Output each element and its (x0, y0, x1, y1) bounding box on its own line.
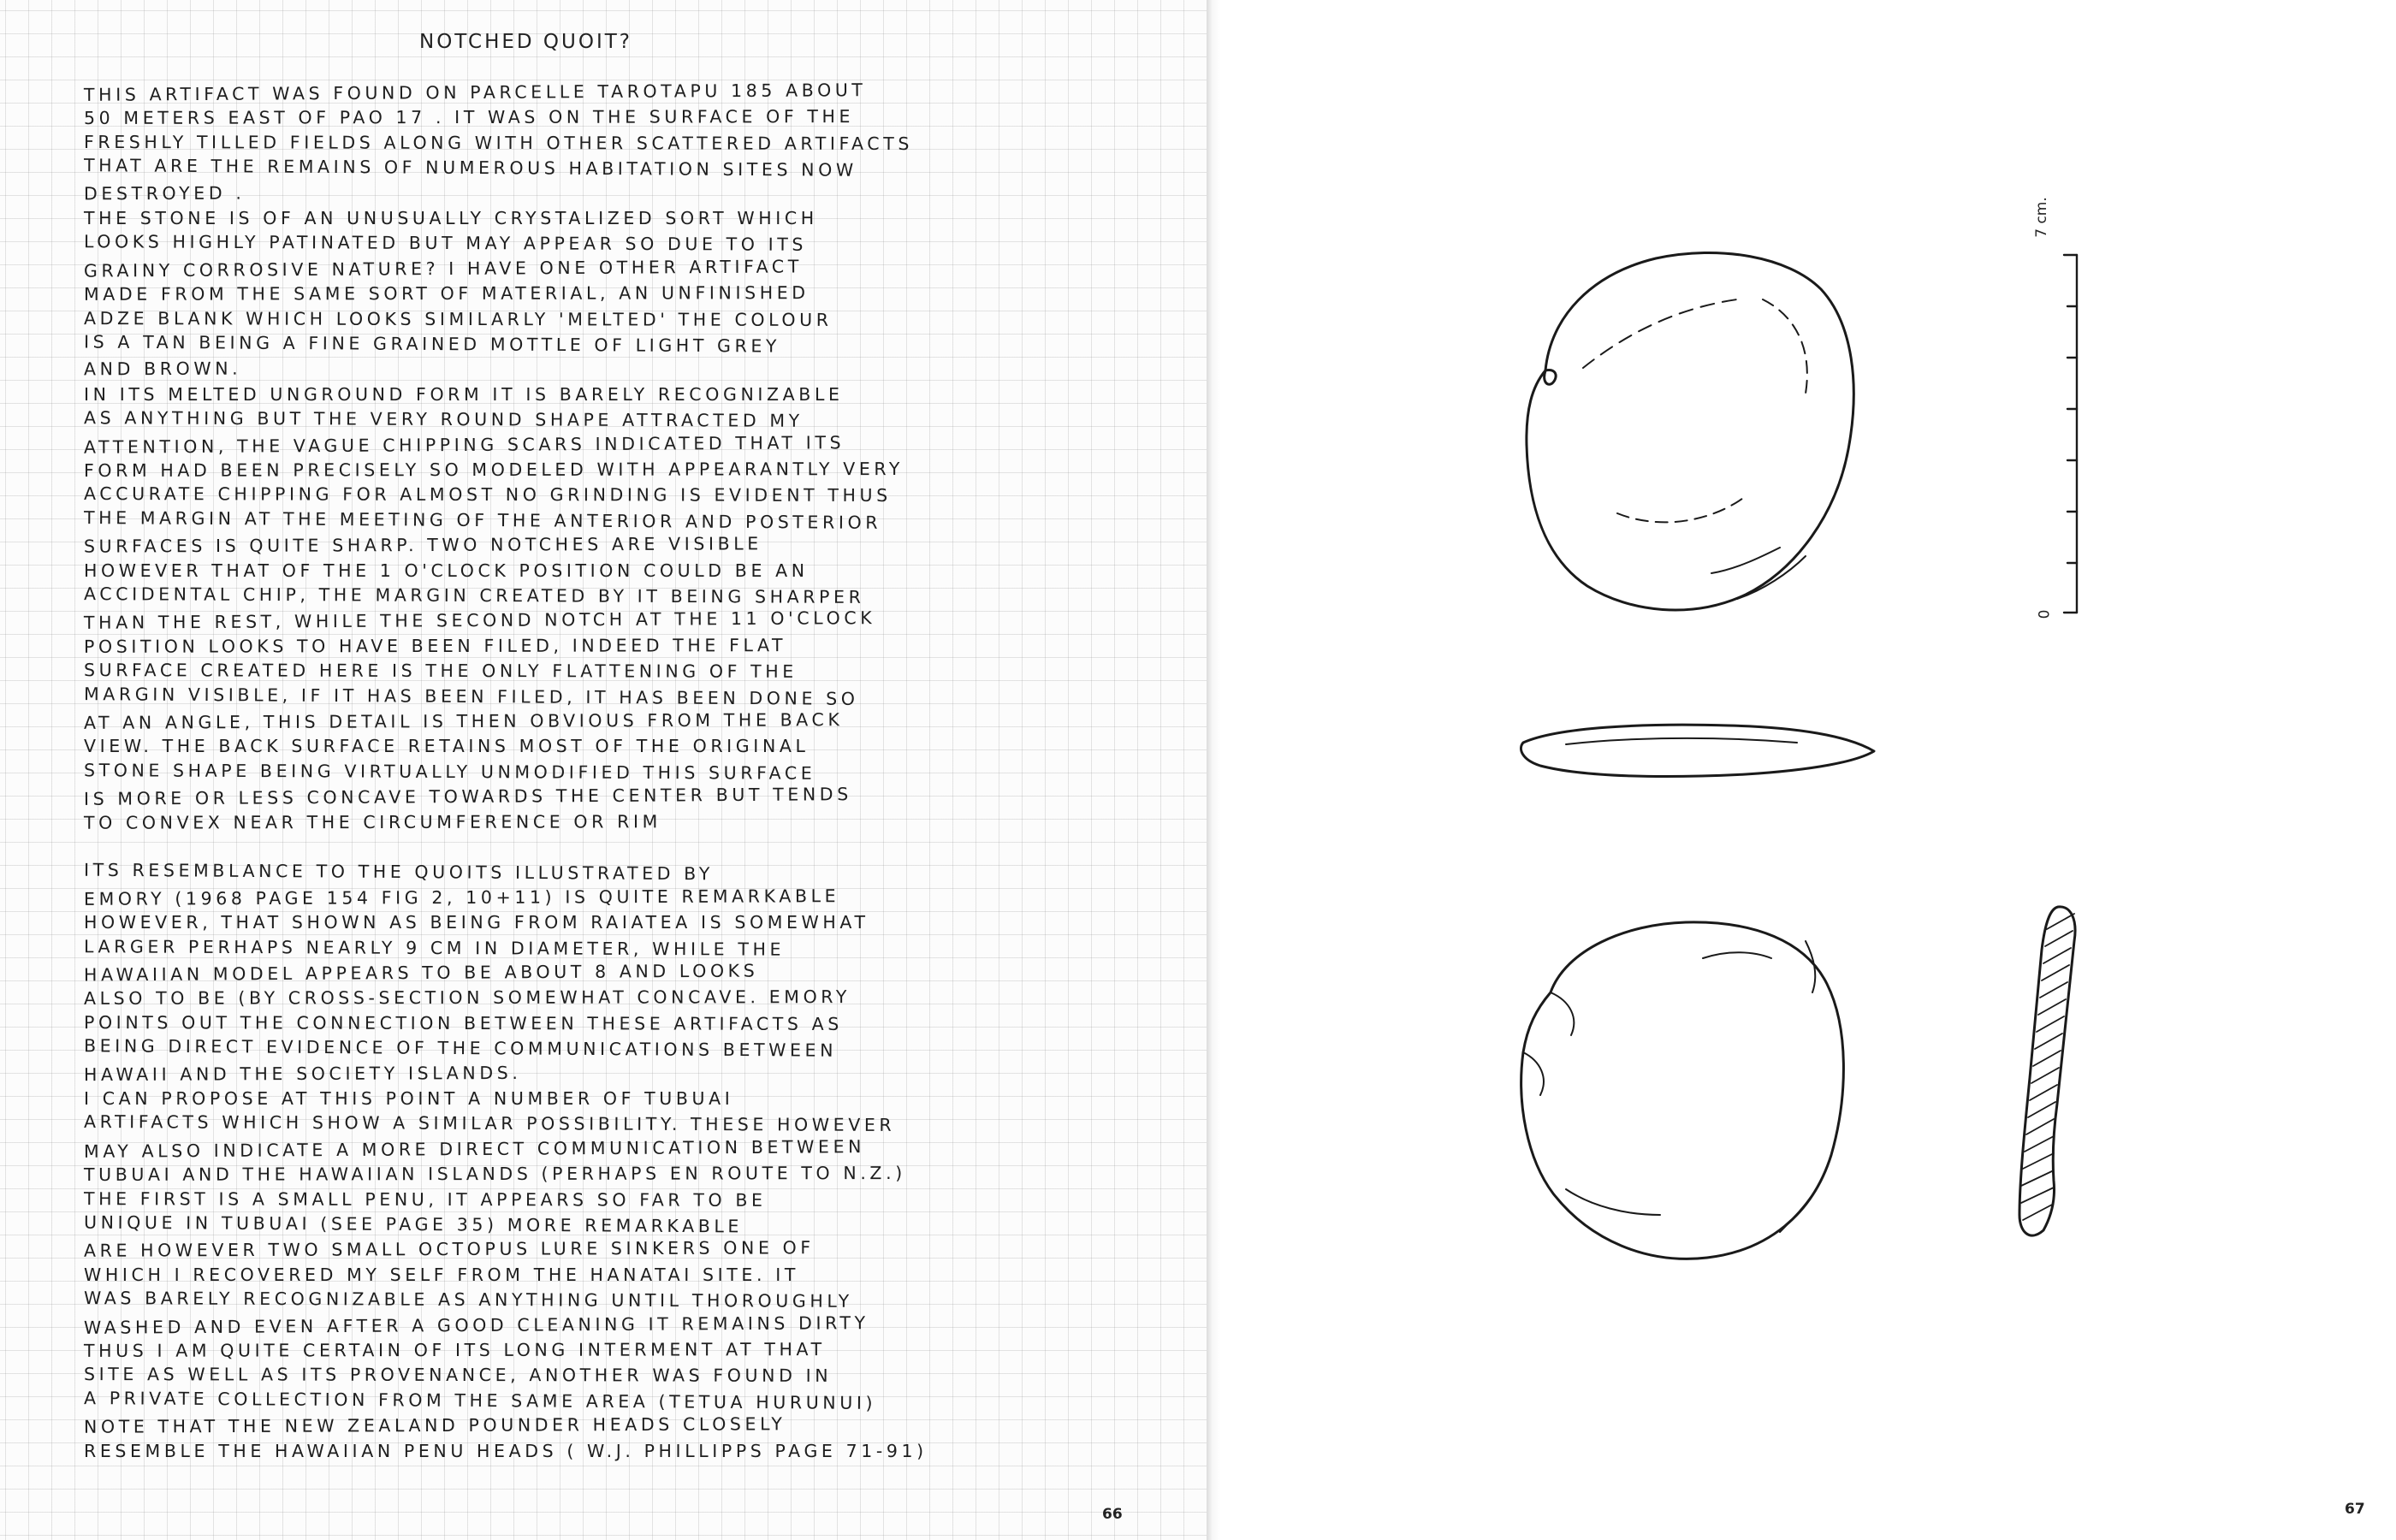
text-line: THIS ARTIFACT WAS FOUND ON PARCELLE TAROTAPU 185 ABOUT (83, 80, 867, 105)
scale-bar (2064, 255, 2077, 613)
text-line: ARE HOWEVER TWO SMALL OCTOPUS LURE SINKERS ONE OF (83, 1237, 815, 1262)
edge-flake (1566, 1189, 1660, 1215)
text-line: IS MORE OR LESS CONCAVE TOWARDS THE CENTER BUT TENDS (83, 784, 852, 810)
text-line: IN ITS MELTED UNGROUND FORM IT IS BARELY RECOGNIZABLE (84, 383, 844, 405)
text-line: POINTS OUT THE CONNECTION BETWEEN THESE ARTIFACTS AS (83, 1011, 843, 1034)
text-line: FORM HAD BEEN PRECISELY SO MODELED WITH APPEARANTLY VERY (83, 458, 904, 482)
text-line: TUBUAI AND THE HAWAIIAN ISLANDS (PERHAPS EN ROUTE TO N.Z.) (83, 1163, 906, 1186)
notch-detail (1551, 992, 1574, 1035)
page-number-left: 66 (1102, 1506, 1123, 1523)
scale-top-label: 7 cm. (2032, 197, 2050, 238)
text-line: ARTIFACTS WHICH SHOW A SIMILAR POSSIBILITY. THESE HOWEVER (83, 1111, 896, 1136)
cross-section-outline (2019, 907, 2075, 1235)
text-line: THUS I AM QUITE CERTAIN OF ITS LONG INTERMENT AT THAT (83, 1339, 826, 1361)
back-view-outline (1521, 922, 1844, 1259)
text-line: NOTE THAT THE NEW ZEALAND POUNDER HEADS CLOSELY (83, 1413, 786, 1437)
text-line: THAT ARE THE REMAINS OF NUMEROUS HABITATION SITES NOW (83, 155, 857, 181)
chip-scar-line (1763, 299, 1807, 394)
notch-detail (1545, 370, 1556, 384)
text-line: UNIQUE IN TUBUAI (SEE PAGE 35) MORE REMARKABLE (83, 1211, 744, 1237)
text-line: MARGIN VISIBLE, IF IT HAS BEEN FILED, IT HAS BEEN DONE SO (83, 683, 859, 709)
text-line: HOWEVER THAT OF THE 1 O'CLOCK POSITION COULD BE AN (84, 560, 809, 581)
text-line: ADZE BLANK WHICH LOOKS SIMILARLY 'MELTED' THE COLOUR (83, 307, 833, 330)
text-line: AS ANYTHING BUT THE VERY ROUND SHAPE ATTRACTED MY (83, 407, 804, 431)
text-line: WHICH I RECOVERED MY SELF FROM THE HANATAI SITE. IT (84, 1264, 799, 1285)
cross-section-hatching (2021, 914, 2074, 1220)
text-line: ITS RESEMBLANCE TO THE QUOITS ILLUSTRATED BY (83, 860, 714, 885)
text-line: SURFACES IS QUITE SHARP. TWO NOTCHES ARE VISIBLE (83, 533, 762, 557)
text-line: WAS BARELY RECOGNIZABLE AS ANYTHING UNTIL THOROUGHLY (83, 1288, 853, 1312)
text-line: ACCURATE CHIPPING FOR ALMOST NO GRINDING IS EVIDENT THUS (83, 483, 892, 506)
text-line: A PRIVATE COLLECTION FROM THE SAME AREA (TETUA HURUNUI) (83, 1387, 877, 1413)
text-line: VIEW. THE BACK SURFACE RETAINS MOST OF THE ORIGINAL (84, 736, 810, 757)
text-line: AT AN ANGLE, THIS DETAIL IS THEN OBVIOUS FROM THE BACK (83, 709, 844, 733)
text-line: ACCIDENTAL CHIP, THE MARGIN CREATED BY IT BEING SHARPER (83, 583, 865, 607)
text-line: DESTROYED . (83, 182, 246, 204)
text-line: STONE SHAPE BEING VIRTUALLY UNMODIFIED THIS SURFACE (83, 760, 816, 784)
page-number-right: 67 (2345, 1501, 2365, 1518)
page-title: NOTCHED QUOIT? (419, 31, 632, 53)
chip-scar-line (1617, 496, 1746, 522)
notch-detail (1523, 1052, 1544, 1095)
text-line: SURFACE CREATED HERE IS THE ONLY FLATTENING OF THE (83, 660, 798, 683)
text-line: ATTENTION, THE VAGUE CHIPPING SCARS INDICATED THAT ITS (83, 431, 845, 458)
edge-flake (1711, 548, 1780, 573)
text-line: THE FIRST IS A SMALL PENU, IT APPEARS SO FAR TO BE (83, 1188, 767, 1211)
text-line: 50 METERS EAST OF PAO 17 . IT WAS ON THE SURFACE OF THE (83, 106, 855, 129)
text-line: FRESHLY TILLED FIELDS ALONG WITH OTHER SCATTERED ARTIFACTS (83, 131, 913, 154)
text-line: RESEMBLE THE HAWAIIAN PENU HEADS ( W.J. PHILLIPPS PAGE 71-91) (84, 1440, 928, 1461)
text-line: ALSO TO BE (BY CROSS-SECTION SOMEWHAT CONCAVE. EMORY (83, 986, 851, 1010)
text-line: THE STONE IS OF AN UNUSUALLY CRYSTALIZED SORT WHICH (84, 208, 818, 228)
text-line: LARGER PERHAPS NEARLY 9 CM IN DIAMETER, WHILE THE (83, 935, 786, 960)
text-line: TO CONVEX NEAR THE CIRCUMFERENCE OR RIM (83, 810, 661, 833)
text-line: HAWAII AND THE SOCIETY ISLANDS. (83, 1062, 522, 1085)
text-line: THE MARGIN AT THE MEETING OF THE ANTERIOR AND POSTERIOR (83, 506, 882, 533)
text-line: BEING DIRECT EVIDENCE OF THE COMMUNICATIONS BETWEEN (83, 1035, 838, 1061)
edge-view-detail (1566, 738, 1797, 744)
text-line: POSITION LOOKS TO HAVE BEEN FILED, INDEED THE FLAT (83, 634, 787, 657)
text-line: THAN THE REST, WHILE THE SECOND NOTCH AT THE 11 O'CLOCK (83, 607, 876, 634)
edge-flake (1806, 941, 1815, 992)
text-line: SITE AS WELL AS ITS PROVENANCE, ANOTHER WAS FOUND IN (83, 1364, 833, 1387)
text-line: WASHED AND EVEN AFTER A GOOD CLEANING IT REMAINS DIRTY (83, 1312, 869, 1338)
text-line: MADE FROM THE SAME SORT OF MATERIAL, AN UNFINISHED (83, 282, 810, 305)
edge-flake (1703, 952, 1771, 958)
chip-scar-line (1583, 299, 1737, 368)
text-line: MAY ALSO INDICATE A MORE DIRECT COMMUNICATION BETWEEN (83, 1135, 866, 1162)
text-line: HOWEVER, THAT SHOWN AS BEING FROM RAIATEA IS SOMEWHAT (84, 912, 869, 933)
text-line: GRAINY CORROSIVE NATURE? I HAVE ONE OTHER ARTIFACT (83, 256, 803, 281)
scale-bottom-label: 0 (2036, 609, 2054, 619)
text-line: AND BROWN. (83, 358, 242, 380)
text-line: IS A TAN BEING A FINE GRAINED MOTTLE OF LIGHT GREY (83, 331, 781, 357)
text-line: EMORY (1968 PAGE 154 FIG 2, 10+11) IS QUITE REMARKABLE (83, 885, 840, 909)
edge-view-outline (1521, 725, 1874, 776)
text-line: HAWAIIAN MODEL APPEARS TO BE ABOUT 8 AND LOOKS (83, 960, 759, 986)
text-line: I CAN PROPOSE AT THIS POINT A NUMBER OF TUBUAI (84, 1088, 734, 1109)
text-line: LOOKS HIGHLY PATINATED BUT MAY APPEAR SO DUE TO ITS (83, 231, 808, 256)
